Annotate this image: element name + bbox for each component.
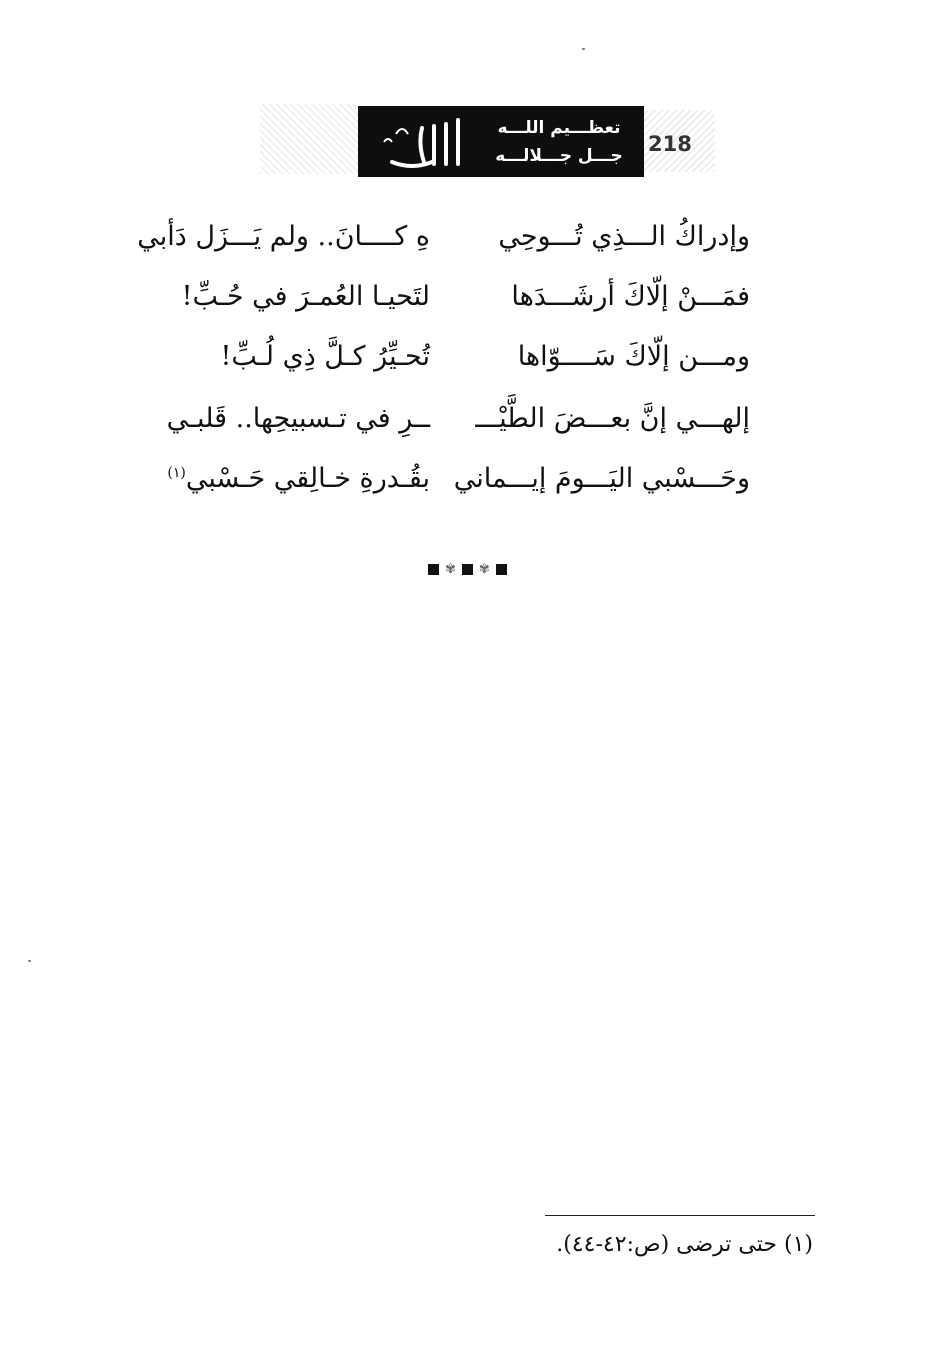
- verse-1-left: هِ كــــانَ.. ولم يَـــزَل دَأبي: [137, 221, 430, 252]
- verse-2-left: لتَحيـا العُمـرَ في حُـبِّ!: [181, 281, 430, 312]
- footnote-marker[interactable]: (١): [167, 465, 186, 481]
- scan-speck: [582, 48, 585, 50]
- square-icon: [496, 564, 507, 575]
- verse-3-left: تُحـيِّرُ كـلَّ ذِي لُـبِّ!: [220, 341, 430, 372]
- flower-icon: ✾: [445, 562, 456, 577]
- verse-1-right: وإدراكُ الـــذِي تُـــوحِي: [498, 221, 750, 252]
- square-icon: [428, 564, 439, 575]
- page-number: 218: [648, 132, 692, 156]
- verse-5-left-text: بقُـدرةِ خـالِقي حَـسْبي: [185, 463, 430, 494]
- footnote-separator: [545, 1215, 815, 1216]
- header-title-line2: جـــل جـــلالـــه: [495, 145, 623, 166]
- flower-icon: ✾: [478, 562, 490, 577]
- verse-4-right: إلهـــي إنَّ بعـــضَ الطَّيْـــ: [475, 403, 750, 434]
- header-banner: [358, 106, 644, 177]
- header-title-line1: تعظـــيم اللـــه: [497, 117, 621, 138]
- footnote: (١) حتى ترضى (ص:٤٢-٤٤).: [556, 1232, 813, 1257]
- page-header: [260, 98, 720, 182]
- verse-4-left: ــرِ في تـسبيحِها.. قَلبـي: [166, 403, 430, 434]
- section-divider: [428, 564, 507, 575]
- allah-calligraphy-icon: [372, 114, 472, 170]
- scan-speck: [28, 960, 31, 962]
- verse-5-left: [167, 462, 430, 496]
- verse-2-right: فمَـــنْ إلّاكَ أرشَـــدَها: [511, 281, 750, 312]
- square-icon: [462, 564, 473, 575]
- header-title: [474, 106, 644, 177]
- verse-3-right: ومـــن إلّاكَ سَــــوّاها: [517, 341, 750, 372]
- header-texture: [260, 104, 360, 174]
- verse-5-right: وحَـــسْبي اليَـــومَ إيـــماني: [453, 463, 750, 494]
